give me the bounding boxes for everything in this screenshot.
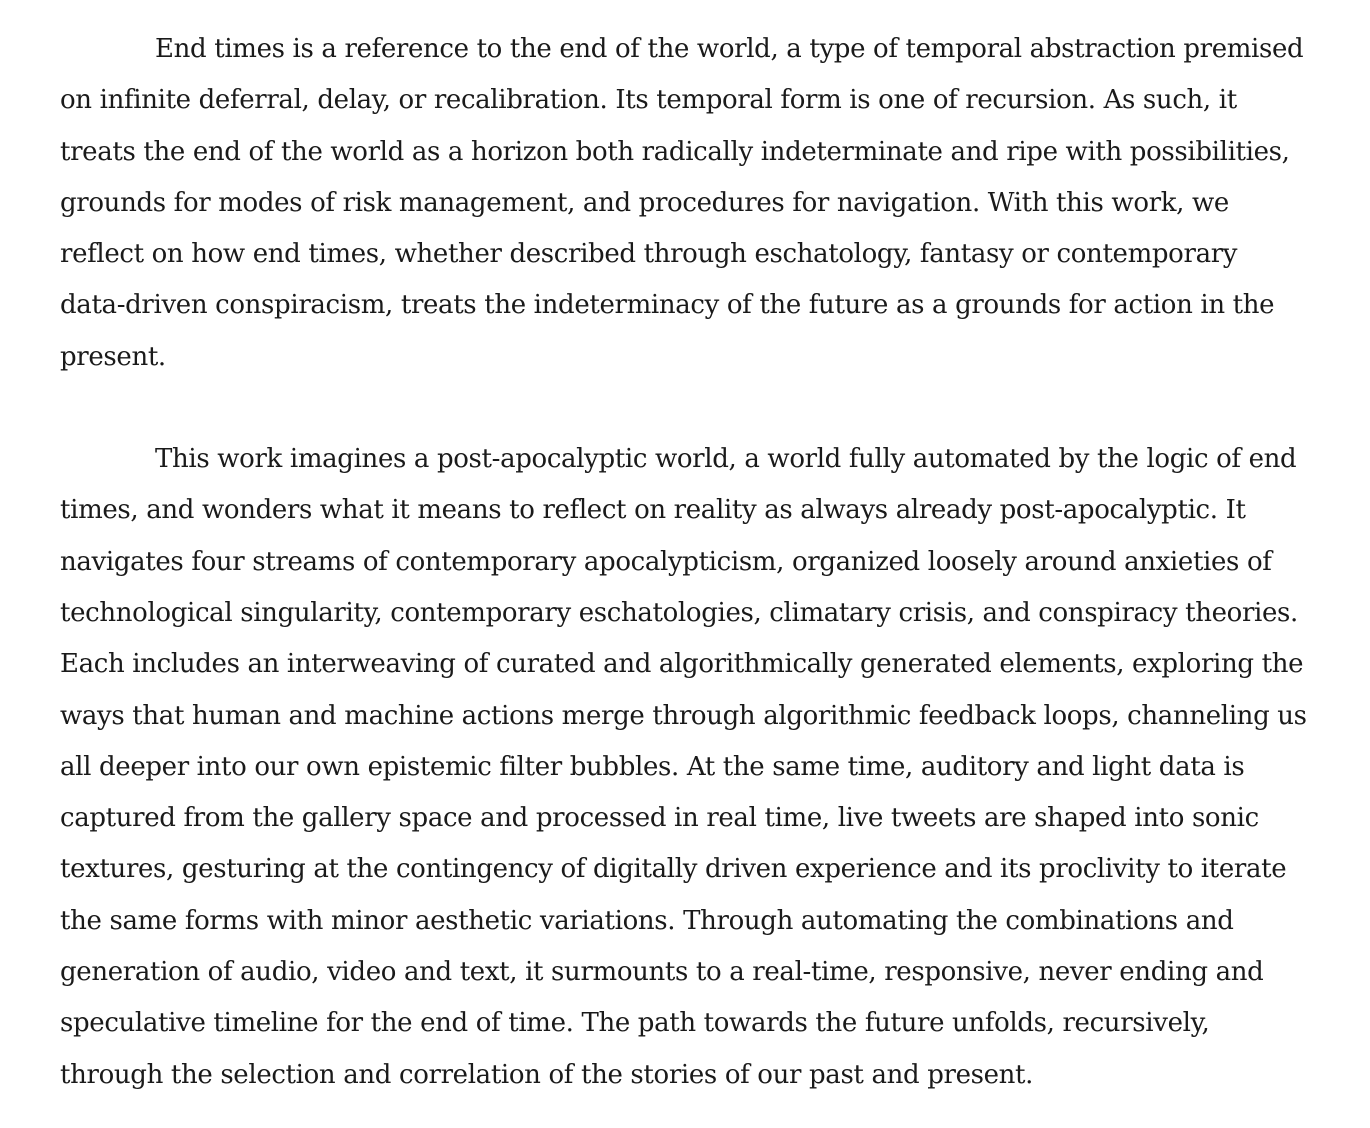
document-body <box>60 24 1308 1101</box>
paragraph-post-apocalyptic-world: This work imagines a post-apocalyptic world, a world fully automated by the logic of end times, and wonders what it means to reflect on reality as always already post-apocalyptic. It navigates four streams of contemporary apocalypticism, organized loosely around anxieties of technological singularity, contemporary eschatologies, climatary crisis, and conspiracy theories. Each includes an interweaving of curated and algorithmically generated elements, exploring the ways that human and machine actions merge through algorithmic feedback loops, channeling us all deeper into our own epistemic filter bubbles. At the same time, auditory and light data is captured from the gallery space and processed in real time, live tweets are shaped into sonic textures, gesturing at the contingency of digitally driven experience and its proclivity to iterate the same forms with minor aesthetic variations. Through automating the combinations and generation of audio, video and text, it surmounts to a real-time, responsive, never ending and speculative timeline for the end of time. The path towards the future unfolds, recursively, through the selection and correlation of the stories of our past and present. <box>60 444 1307 1090</box>
paragraph-end-times: End times is a reference to the end of the world, a type of temporal abstraction premised on infinite deferral, delay, or recalibration. Its temporal form is one of recursion. As such, it treats the end of the world as a horizon both radically indeterminate and ripe with possibilities, grounds for modes of risk management, and procedures for navigation. With this work, we reflect on how end times, whether described through eschatology, fantasy or contemporary data-driven conspiracism, treats the indeterminacy of the future as a grounds for action in the present. <box>60 34 1304 372</box>
